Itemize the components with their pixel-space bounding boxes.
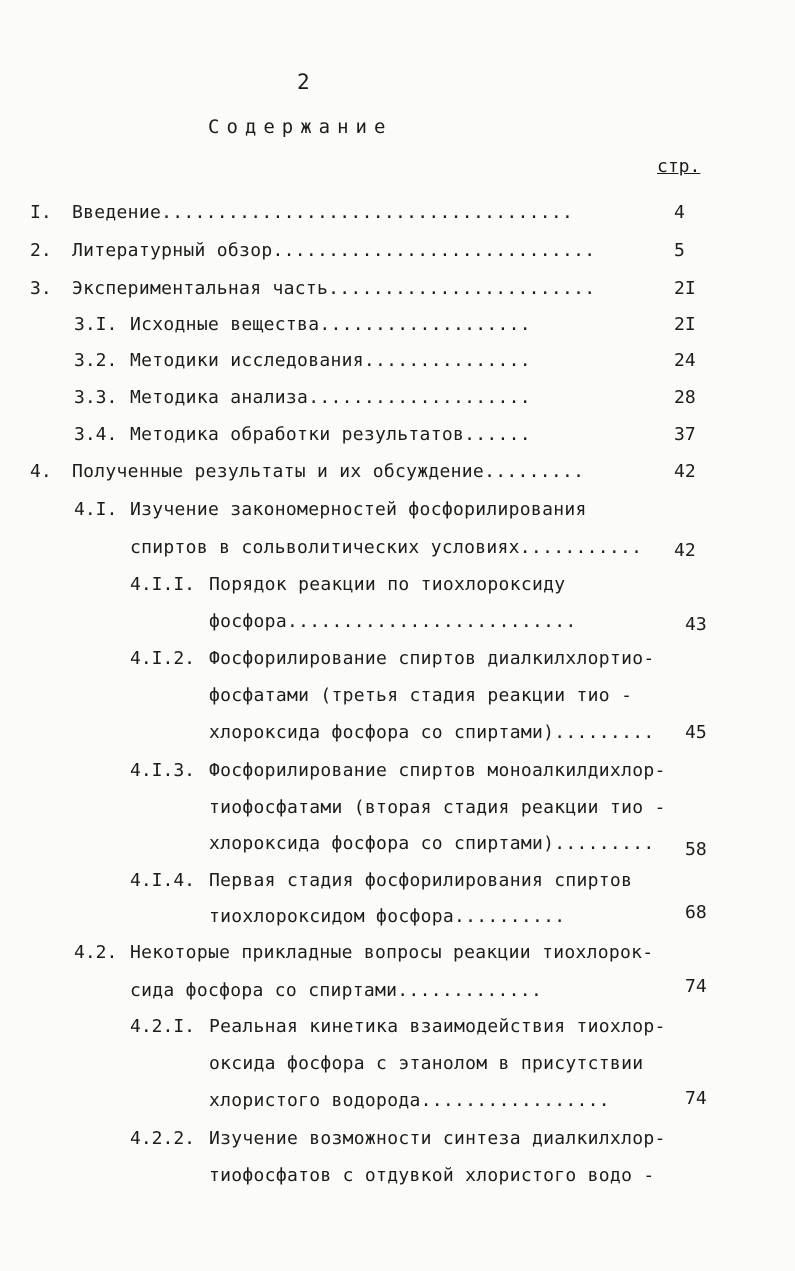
toc-number: 4.2.2. (130, 1128, 196, 1149)
toc-title-line: тиофосфатами (вторая стадия реакции тио - (209, 797, 666, 818)
toc-title-line: хлороксида фосфора со спиртами)......... (209, 833, 655, 854)
toc-title-line: Фосфорилирование спиртов диалкилхлортио- (209, 648, 655, 669)
toc-number: 4.2.I. (130, 1016, 196, 1037)
toc-title-line: хлороксида фосфора со спиртами)......... (209, 722, 655, 743)
toc-number: 4.I.3. (130, 760, 196, 781)
toc-page: 28 (674, 387, 696, 408)
toc-title: Методика обработки результатов...... (130, 424, 531, 445)
page-column-label: стр. (657, 156, 701, 177)
toc-title: Введение..................................... (72, 202, 574, 223)
toc-title-line: Порядок реакции по тиохлороксиду (209, 574, 566, 595)
toc-page: 68 (685, 902, 707, 923)
toc-number: 4. (30, 461, 52, 482)
toc-title-line: Реальная кинетика взаимодействия тиохлор- (209, 1016, 666, 1037)
toc-page: 74 (685, 1088, 707, 1109)
toc-number: 4.I.2. (130, 648, 196, 669)
toc-number: I. (30, 202, 52, 223)
toc-number: 3.3. (74, 387, 118, 408)
toc-number: 4.2. (74, 942, 118, 963)
toc-title-line: фосфатами (третья стадия реакции тио - (209, 685, 633, 706)
toc-page: 58 (685, 839, 707, 860)
toc-page: 37 (674, 424, 696, 445)
toc-title-line: Фосфорилирование спиртов моноалкилдихлор- (209, 760, 666, 781)
page-number: 2 (297, 70, 310, 94)
toc-title: Методика анализа.................... (130, 387, 531, 408)
toc-title: Методики исследования............... (130, 350, 531, 371)
toc-number: 3.2. (74, 350, 118, 371)
toc-page: 45 (685, 722, 707, 743)
toc-page: 2I (674, 314, 696, 335)
toc-title-line: Изучение закономерностей фосфорилирования (130, 499, 587, 520)
toc-title-line: сида фосфора со спиртами............. (130, 980, 543, 1001)
toc-title-line: Некоторые прикладные вопросы реакции тиохлорок- (130, 942, 654, 963)
toc-page: 42 (674, 461, 696, 482)
toc-title-line: тиофосфатов с отдувкой хлористого водо - (209, 1165, 655, 1186)
toc-number: 3. (30, 278, 52, 299)
toc-number: 4.I. (74, 499, 118, 520)
toc-title-line: спиртов в сольволитических условиях........... (130, 537, 643, 558)
page-title: Содержание (208, 116, 393, 138)
toc-title-line: тиохлороксидом фосфора.......... (209, 906, 566, 927)
toc-page: 2I (674, 278, 696, 299)
toc-title-line: Изучение возможности синтеза диалкилхлор- (209, 1128, 666, 1149)
toc-number: 4.I.I. (130, 574, 196, 595)
toc-page: 4 (674, 202, 685, 223)
toc-title: Исходные вещества................... (130, 314, 531, 335)
toc-page: 43 (685, 614, 707, 635)
toc-page: 42 (674, 540, 696, 561)
toc-title-line: фосфора.......................... (209, 611, 577, 632)
toc-title: Литературный обзор............................. (72, 240, 596, 261)
toc-number: 3.I. (74, 314, 118, 335)
toc-number: 2. (30, 240, 52, 261)
toc-title: Экспериментальная часть........................ (72, 278, 596, 299)
toc-page: 74 (685, 976, 707, 997)
toc-number: 4.I.4. (130, 870, 196, 891)
toc-number: 3.4. (74, 424, 118, 445)
toc-title-line: Первая стадия фосфорилирования спиртов (209, 870, 633, 891)
toc-title: Полученные результаты и их обсуждение......... (72, 461, 585, 482)
toc-title-line: оксида фосфора с этанолом в присутствии (209, 1053, 644, 1074)
toc-page: 5 (674, 240, 685, 261)
toc-title-line: хлористого водорода................. (209, 1090, 610, 1111)
toc-page: 24 (674, 350, 696, 371)
